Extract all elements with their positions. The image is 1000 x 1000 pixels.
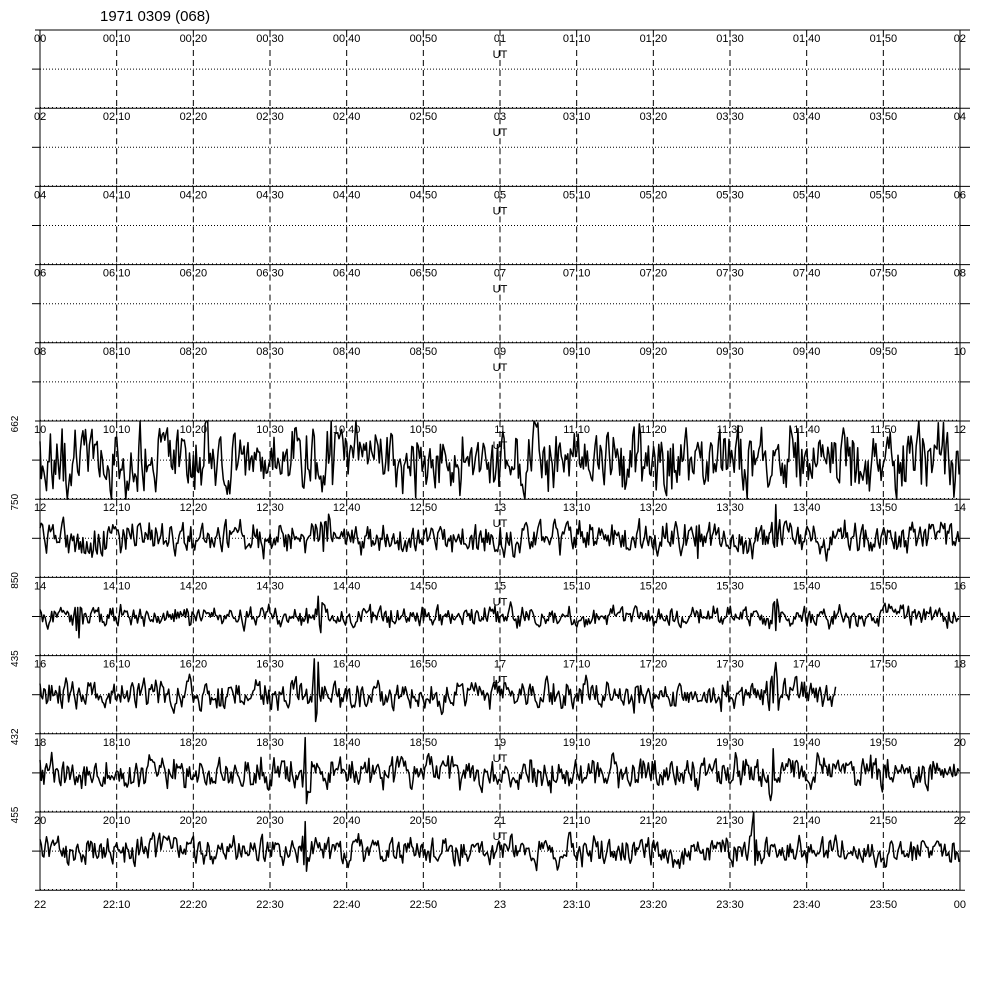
bottom-tick-label: 22:20 xyxy=(179,899,208,912)
tick-label: 08:40 xyxy=(332,345,361,358)
tick-label: 18:20 xyxy=(179,736,208,749)
tick-label: 13 xyxy=(493,502,507,515)
tick-label: 02 xyxy=(953,33,966,45)
bottom-tick-label: 00 xyxy=(953,899,966,912)
tick-label: 05:20 xyxy=(639,189,668,202)
tick-label: 11:40 xyxy=(793,424,821,436)
tick-label: 10:40 xyxy=(332,424,361,436)
tick-label: 21 xyxy=(493,815,507,827)
tick-label: 02 xyxy=(34,111,47,124)
tick-label: 10 xyxy=(34,424,47,436)
bottom-tick-label: 22:40 xyxy=(332,899,361,912)
tick-label: 00:50 xyxy=(409,33,438,45)
tick-label: 22 xyxy=(953,815,966,827)
tick-label: 12:40 xyxy=(332,502,361,515)
tick-label: 09:10 xyxy=(562,345,591,358)
tick-label: 14:30 xyxy=(256,580,284,593)
bottom-tick-label: 23:30 xyxy=(716,899,744,912)
ut-label: UT xyxy=(492,361,508,374)
ut-label: UT xyxy=(492,49,508,61)
tick-label: 21:20 xyxy=(639,815,668,827)
tick-label: 10:30 xyxy=(256,424,284,436)
panels-group xyxy=(10,30,970,911)
tick-label: 20:20 xyxy=(179,815,208,827)
tick-label: 14:20 xyxy=(179,580,208,593)
amplitude-label: 750 xyxy=(10,493,21,511)
tick-label: 10:10 xyxy=(102,424,131,436)
tick-label: 03:50 xyxy=(869,111,898,124)
bottom-tick-label: 22 xyxy=(34,899,47,912)
panel-16-18 xyxy=(10,650,970,734)
tick-label: 12:20 xyxy=(179,502,208,515)
tick-label: 10:20 xyxy=(179,424,208,436)
bottom-tick-label: 22:50 xyxy=(409,899,438,912)
tick-label: 15:30 xyxy=(716,580,744,593)
tick-label: 12:10 xyxy=(102,502,131,515)
tick-label: 19 xyxy=(493,736,507,749)
tick-label: 08:50 xyxy=(409,345,438,358)
tick-label: 10:50 xyxy=(409,424,438,436)
amplitude-label: 435 xyxy=(10,650,21,667)
ut-label: UT xyxy=(492,205,508,218)
tick-label: 21:30 xyxy=(716,815,744,827)
tick-label: 17:40 xyxy=(792,658,821,671)
tick-label: 08 xyxy=(953,267,966,280)
tick-label: 07:20 xyxy=(639,267,668,280)
tick-label: 20:30 xyxy=(256,815,284,827)
tick-label: 11 xyxy=(494,424,506,436)
tick-label: 13:40 xyxy=(792,502,821,515)
tick-label: 02:10 xyxy=(102,111,131,124)
tick-label: 06:30 xyxy=(256,267,284,280)
tick-label: 08:10 xyxy=(102,345,131,358)
tick-label: 09:30 xyxy=(716,345,744,358)
tick-label: 11:30 xyxy=(716,424,744,436)
tick-label: 09:40 xyxy=(792,345,821,358)
ut-label: UT xyxy=(492,127,508,140)
tick-label: 04 xyxy=(34,189,47,202)
tick-label: 12:50 xyxy=(409,502,438,515)
tick-label: 06 xyxy=(34,267,47,280)
tick-label: 02:30 xyxy=(256,111,284,124)
tick-label: 19:30 xyxy=(716,736,744,749)
tick-label: 09 xyxy=(493,345,507,358)
tick-label: 00:40 xyxy=(332,33,361,45)
panel-10-12 xyxy=(10,415,970,499)
bottom-tick-label: 23:20 xyxy=(639,899,668,912)
bottom-tick-label: 23 xyxy=(493,899,507,912)
amplitude-label: 850 xyxy=(10,572,21,589)
tick-label: 01:10 xyxy=(562,33,591,45)
ut-label: UT xyxy=(492,440,508,452)
tick-label: 14 xyxy=(34,580,47,593)
tick-label: 04:30 xyxy=(256,189,284,202)
tick-label: 16:30 xyxy=(256,658,284,671)
tick-label: 19:50 xyxy=(869,736,898,749)
tick-label: 04:50 xyxy=(409,189,438,202)
tick-label: 06 xyxy=(953,189,966,202)
tick-label: 16:40 xyxy=(332,658,361,671)
tick-label: 14 xyxy=(953,502,966,515)
tick-label: 03:10 xyxy=(562,111,591,124)
panel-14-16 xyxy=(10,572,970,656)
tick-label: 19:20 xyxy=(639,736,668,749)
ut-label: UT xyxy=(492,752,508,765)
tick-label: 19:40 xyxy=(792,736,821,749)
tick-label: 04 xyxy=(953,111,966,124)
bottom-tick-label: 23:50 xyxy=(869,899,898,912)
bottom-tick-label: 22:30 xyxy=(256,899,284,912)
tick-label: 15:50 xyxy=(869,580,898,593)
tick-label: 20 xyxy=(953,736,966,749)
panel-00-02 xyxy=(32,30,970,108)
tick-label: 00:20 xyxy=(179,33,208,45)
chart-title: 1971 0309 (068) xyxy=(100,8,211,25)
tick-label: 16 xyxy=(34,658,47,671)
tick-label: 05:50 xyxy=(869,189,898,202)
tick-label: 05:40 xyxy=(792,189,821,202)
tick-label: 10 xyxy=(953,345,966,358)
tick-label: 09:20 xyxy=(639,345,668,358)
tick-label: 02:50 xyxy=(409,111,438,124)
tick-label: 17 xyxy=(493,658,507,671)
tick-label: 08:20 xyxy=(179,345,208,358)
tick-label: 00 xyxy=(34,33,47,45)
panel-06-08 xyxy=(32,265,970,343)
ut-label: UT xyxy=(492,518,508,531)
panel-02-04 xyxy=(32,108,970,186)
panel-20-22 xyxy=(10,806,970,890)
tick-label: 01:30 xyxy=(716,33,744,45)
tick-label: 08 xyxy=(34,345,47,358)
bottom-tick-label: 23:10 xyxy=(562,899,591,912)
ut-label: UT xyxy=(492,831,508,843)
tick-label: 16:50 xyxy=(409,658,438,671)
tick-label: 02:20 xyxy=(179,111,208,124)
tick-label: 01 xyxy=(493,33,507,45)
ut-label: UT xyxy=(492,596,508,609)
tick-label: 07:10 xyxy=(562,267,591,280)
bottom-tick-label: 23:40 xyxy=(792,899,821,912)
tick-label: 03:20 xyxy=(639,111,668,124)
tick-label: 11:10 xyxy=(563,424,591,436)
tick-label: 13:50 xyxy=(869,502,898,515)
ut-label: UT xyxy=(492,283,508,296)
panel-12-14 xyxy=(10,493,970,577)
tick-label: 11:50 xyxy=(869,424,897,436)
tick-label: 13:10 xyxy=(562,502,591,515)
tick-label: 06:10 xyxy=(102,267,131,280)
tick-label: 15 xyxy=(493,580,507,593)
tick-label: 07:30 xyxy=(716,267,744,280)
tick-label: 07 xyxy=(493,267,507,280)
tick-label: 06:40 xyxy=(332,267,361,280)
tick-label: 02:40 xyxy=(332,111,361,124)
tick-label: 18:40 xyxy=(332,736,361,749)
tick-label: 14:10 xyxy=(102,580,131,593)
tick-label: 11:20 xyxy=(639,424,667,436)
tick-label: 03:40 xyxy=(792,111,821,124)
tick-label: 14:40 xyxy=(332,580,361,593)
tick-label: 00:30 xyxy=(256,33,284,45)
tick-label: 00:10 xyxy=(102,33,131,45)
tick-label: 17:30 xyxy=(716,658,744,671)
tick-label: 08:30 xyxy=(256,345,284,358)
amplitude-label: 662 xyxy=(10,415,21,433)
tick-label: 07:50 xyxy=(869,267,898,280)
panel-04-06 xyxy=(32,186,970,264)
tick-label: 13:30 xyxy=(716,502,744,515)
tick-label: 03:30 xyxy=(716,111,744,124)
tick-label: 01:40 xyxy=(792,33,821,45)
tick-label: 18:50 xyxy=(409,736,438,749)
tick-label: 04:20 xyxy=(179,189,208,202)
tick-label: 06:20 xyxy=(179,267,208,280)
tick-label: 14:50 xyxy=(409,580,438,593)
tick-label: 21:10 xyxy=(562,815,591,827)
amplitude-label: 455 xyxy=(10,806,21,824)
tick-label: 05 xyxy=(493,189,507,202)
tick-label: 18:10 xyxy=(102,736,131,749)
tick-label: 12 xyxy=(34,502,47,515)
tick-label: 16 xyxy=(953,580,966,593)
panel-18-20 xyxy=(10,728,970,812)
tick-label: 17:20 xyxy=(639,658,668,671)
tick-label: 07:40 xyxy=(792,267,821,280)
tick-label: 20:10 xyxy=(102,815,131,827)
tick-label: 16:20 xyxy=(179,658,208,671)
tick-label: 15:40 xyxy=(792,580,821,593)
tick-label: 20 xyxy=(34,815,47,827)
tick-label: 19:10 xyxy=(562,736,591,749)
tick-label: 21:50 xyxy=(869,815,898,827)
tick-label: 20:40 xyxy=(332,815,361,827)
tick-label: 21:40 xyxy=(792,815,821,827)
tick-label: 04:40 xyxy=(332,189,361,202)
tick-label: 01:50 xyxy=(869,33,898,45)
tick-label: 13:20 xyxy=(639,502,668,515)
tick-label: 15:20 xyxy=(639,580,668,593)
tick-label: 03 xyxy=(493,111,507,124)
bottom-tick-label: 22:10 xyxy=(102,899,131,912)
amplitude-label: 432 xyxy=(10,728,21,746)
tick-label: 17:10 xyxy=(562,658,591,671)
panel-08-10 xyxy=(32,343,970,421)
tick-label: 04:10 xyxy=(102,189,131,202)
ut-label: UT xyxy=(492,674,508,687)
tick-label: 16:10 xyxy=(102,658,131,671)
tick-label: 12 xyxy=(953,424,966,436)
tick-label: 12:30 xyxy=(256,502,284,515)
tick-label: 20:50 xyxy=(409,815,438,827)
tick-label: 01:20 xyxy=(639,33,668,45)
tick-label: 17:50 xyxy=(869,658,898,671)
tick-label: 05:30 xyxy=(716,189,744,202)
tick-label: 06:50 xyxy=(409,267,438,280)
tick-label: 18:30 xyxy=(256,736,284,749)
tick-label: 09:50 xyxy=(869,345,898,358)
tick-label: 18 xyxy=(953,658,966,671)
tick-label: 15:10 xyxy=(562,580,591,593)
tick-label: 05:10 xyxy=(562,189,591,202)
tick-label: 18 xyxy=(34,736,47,749)
